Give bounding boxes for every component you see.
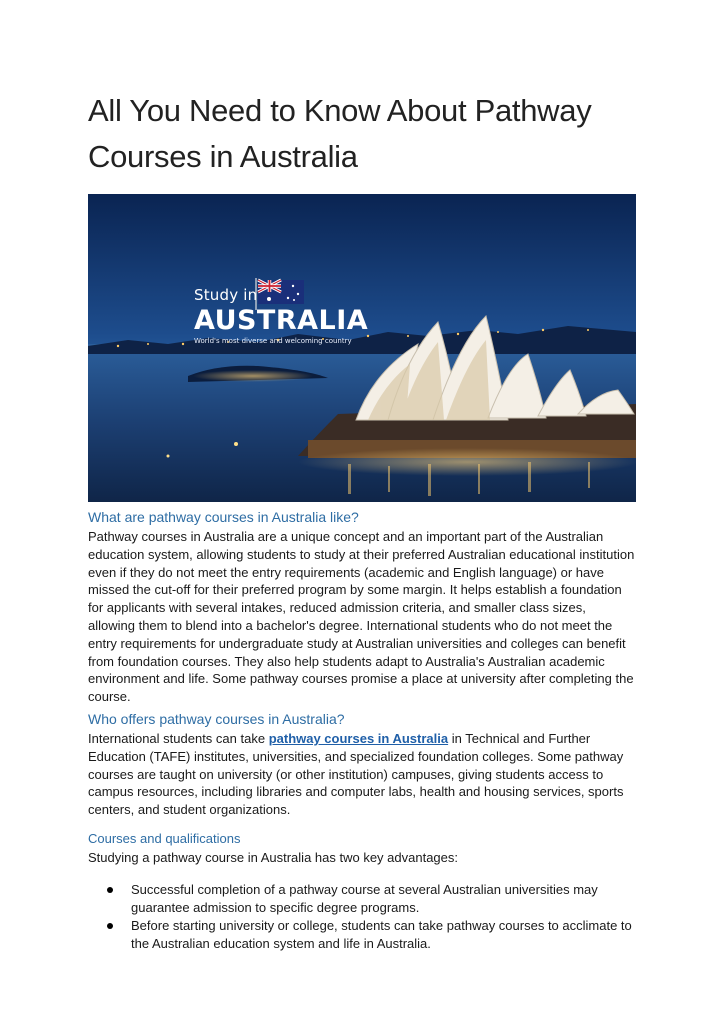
hero-title [194, 286, 368, 345]
body-text-after-link: in Technical and Further Education (TAFE) institutes, universities, and specialized foundation colleges. Some pathway courses are taught on university (or other institution) campuses, giving students access to campus resources, including libraries and computer labs, health and housing services, sports centers, and student organizations. [88, 730, 624, 818]
list-item [131, 881, 636, 917]
section-body-what: Pathway courses in Australia are a unique concept and an important part of the Australian education system, allowing students to study at their preferred Australian educational institution even if they do not meet the entry requirements (academic and English language) or have missed the cut-off for their preferred program by some margin. It helps establish a foundation for applicants with several intakes, reduced admission criteria, and smaller class sizes, allowing them to blend into a bachelor's degree. International students who do not meet the entry requirements for undergraduate study at Australian universities and colleges can benefit from foundation courses. They also help students adapt to Australia's Australian academic environment and life. Some pathway courses promise a place at university after completing the course. [88, 529, 635, 705]
hero-australia: AUSTRALIA [194, 305, 369, 336]
list-item-text: Successful completion of a pathway course at several Australian universities may guarantee admission to specific degree programs. [131, 881, 598, 915]
page-title: All You Need to Know About Pathway Courses in Australia [88, 93, 592, 174]
list-item [131, 917, 636, 953]
bullet-icon [107, 923, 113, 929]
hero-study-in: Study in [194, 286, 258, 304]
document-page [88, 88, 636, 954]
section-body-who [88, 730, 636, 819]
section-intro-courses: Studying a pathway course in Australia has two key advantages: [88, 849, 458, 865]
body-text-before-link: International students can take [88, 730, 269, 746]
section-heading-what: What are pathway courses in Australia like? [88, 509, 359, 525]
hero-tagline: World's most diverse and welcoming country [194, 337, 352, 345]
section-heading-courses: Courses and qualifications [88, 830, 241, 846]
hero-image [88, 194, 636, 502]
section-heading-who: Who offers pathway courses in Australia? [88, 710, 345, 727]
sydney-opera-house-image [88, 194, 636, 502]
advantages-list [88, 881, 636, 953]
bullet-icon [107, 887, 113, 893]
list-item-text: Before starting university or college, students can take pathway courses to acclimate to the Australian education system and life in Australia. [131, 918, 632, 952]
pathway-courses-link[interactable]: pathway courses in Australia [268, 730, 449, 746]
